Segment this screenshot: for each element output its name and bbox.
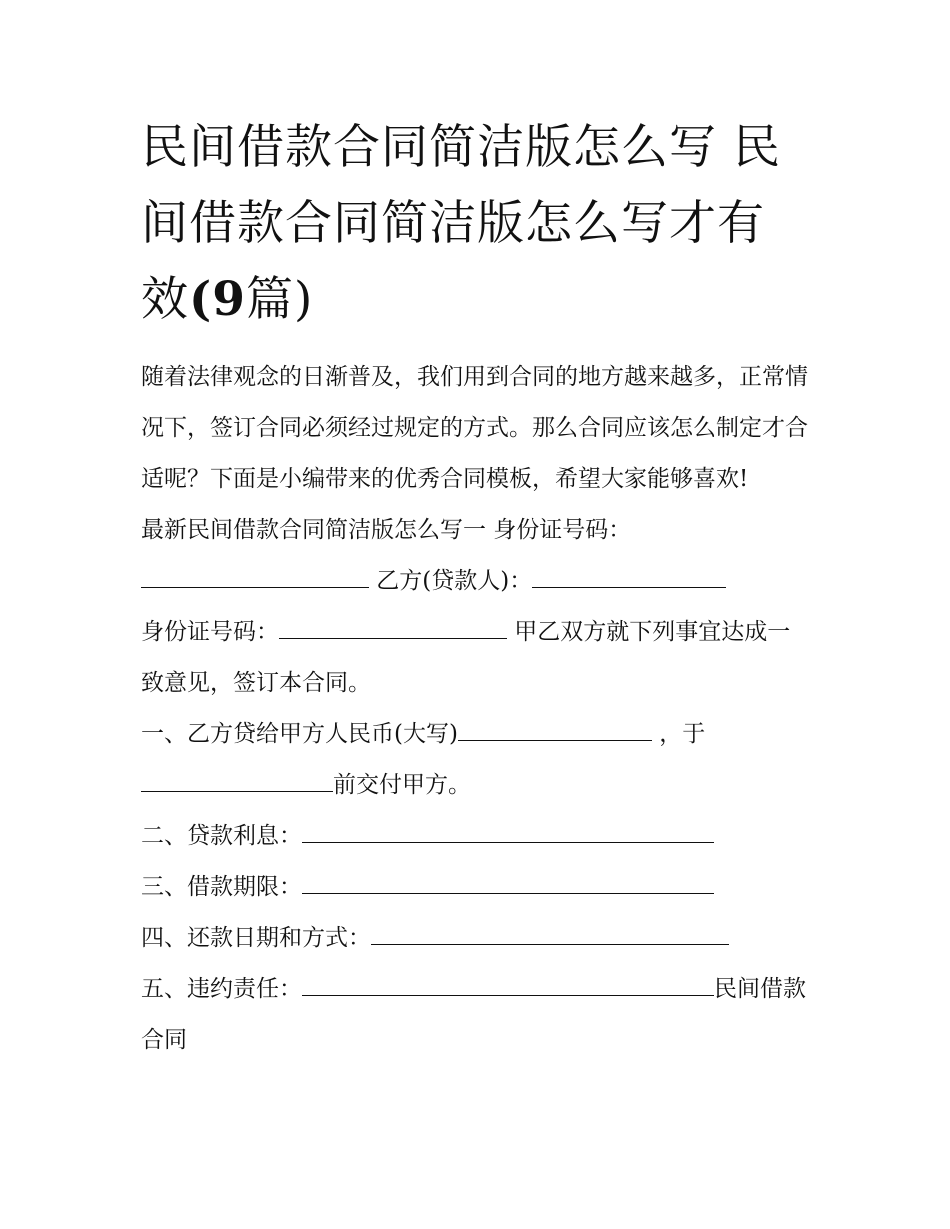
title-line-3-suffix: 篇) bbox=[245, 272, 314, 327]
title-line-3-prefix: 效 bbox=[141, 272, 189, 327]
clause-5-paragraph bbox=[141, 964, 813, 1066]
title-line-2: 间借款合同简洁版怎么写才有 bbox=[141, 196, 765, 251]
repayment-blank bbox=[371, 922, 729, 945]
clause-1-paragraph bbox=[141, 709, 813, 811]
clause-1-suffix: 前交付甲方。 bbox=[333, 772, 471, 798]
title-line-1: 民间借款合同简洁版怎么写 民 bbox=[141, 120, 781, 175]
trailing-text: 民间借款合同 bbox=[141, 976, 806, 1053]
id-label: 身份证号码： bbox=[141, 619, 279, 645]
clause-3-line bbox=[141, 862, 813, 913]
party-b-blank bbox=[532, 565, 726, 588]
id-number-blank bbox=[141, 565, 369, 588]
clause-4-line bbox=[141, 913, 813, 964]
title-line-3-bold: (9 bbox=[189, 272, 246, 327]
document-title bbox=[141, 110, 813, 338]
clause-3-label: 三、借款期限： bbox=[141, 874, 302, 900]
clause-1-prefix: 一、乙方贷给甲方人民币(大写) bbox=[141, 721, 458, 747]
term-blank bbox=[302, 871, 714, 894]
document-page bbox=[141, 110, 813, 1066]
id-number-blank-2 bbox=[279, 616, 507, 639]
agreement-text: 甲乙双方就下列事宜达成一致意见，签订本合同。 bbox=[141, 619, 791, 696]
id-agreement-paragraph bbox=[141, 607, 813, 709]
party-b-label: 乙方(贷款人)： bbox=[369, 568, 533, 594]
document-body bbox=[141, 352, 813, 1066]
date-blank bbox=[141, 769, 333, 792]
clause-2-label: 二、贷款利息： bbox=[141, 823, 302, 849]
clause-5-label: 五、违约责任： bbox=[141, 976, 302, 1002]
liability-blank bbox=[302, 973, 714, 996]
interest-blank bbox=[302, 820, 714, 843]
clause-4-label: 四、还款日期和方式： bbox=[141, 925, 371, 951]
amount-blank bbox=[458, 718, 652, 741]
contract-heading-line: 最新民间借款合同简洁版怎么写一 身份证号码： bbox=[141, 517, 632, 543]
party-b-line bbox=[141, 556, 813, 607]
clause-2-line bbox=[141, 811, 813, 862]
clause-1-mid: ，于 bbox=[651, 721, 706, 747]
intro-paragraph: 随着法律观念的日渐普及，我们用到合同的地方越来越多，正常情况下，签订合同必须经过规定的方式。那么合同应该怎么制定才合适呢？下面是小编带来的优秀合同模板，希望大家能够喜欢! bbox=[141, 364, 808, 492]
